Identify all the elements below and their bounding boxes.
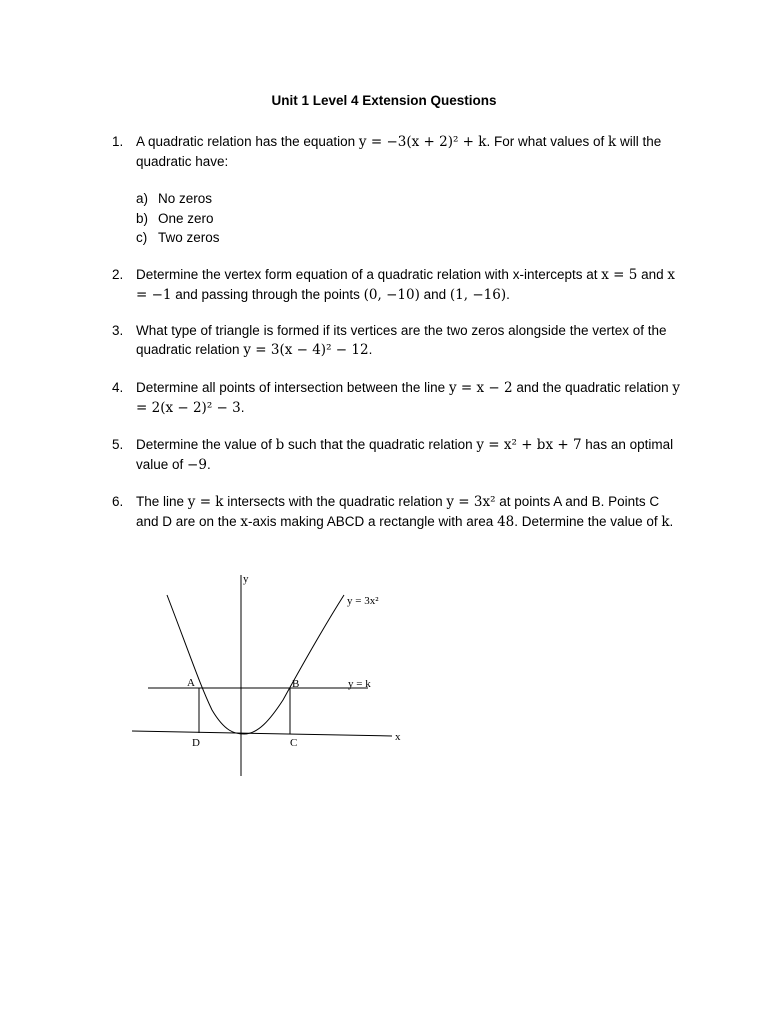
x-axis — [132, 731, 392, 736]
sub-question-list — [136, 189, 220, 248]
text-run: has an optimal value of — [136, 437, 674, 472]
math-expression: (1, −16) — [449, 287, 507, 303]
line-label: y = k — [348, 678, 371, 690]
text-run: and — [419, 287, 450, 302]
text-run: . — [368, 342, 373, 357]
parabola-diagram — [120, 560, 420, 790]
math-expression: y = x² + bx + 7 — [476, 437, 582, 453]
text-run: such that the quadratic relation — [284, 437, 477, 452]
math-expression: k — [608, 134, 617, 150]
page-title: Unit 1 Level 4 Extension Questions — [271, 93, 497, 108]
y-axis-label: y — [243, 573, 249, 585]
question-number: 5. — [112, 437, 124, 452]
math-expression: y = −3(x + 2)² + k — [358, 134, 487, 150]
question-text — [136, 435, 682, 475]
text-run: What type of triangle is formed if its vertices are the two zeros alongside the vertex of the quadratic relation — [136, 323, 667, 357]
question-5 — [112, 435, 682, 475]
text-run: and — [637, 267, 668, 282]
sub-question — [136, 189, 220, 209]
text-run: Determine the vertex form equation of a quadratic relation with x-intercepts at — [136, 267, 602, 282]
question-1 — [112, 132, 682, 171]
question-text — [136, 132, 682, 171]
question-text — [136, 492, 682, 532]
math-expression: b — [275, 437, 285, 453]
math-expression: x = 5 — [601, 267, 638, 283]
text-run: and passing through the points — [171, 287, 364, 302]
text-run: . For what values of — [486, 134, 609, 149]
question-number: 4. — [112, 380, 124, 395]
text-run: Determine the value of — [136, 437, 276, 452]
text-run: The line — [136, 494, 188, 509]
sub-question-text: One zero — [158, 210, 214, 226]
sub-question-text: Two zeros — [158, 230, 220, 245]
x-axis-label: x — [395, 731, 401, 743]
sub-question — [136, 209, 220, 229]
sub-question-text: No zeros — [158, 191, 213, 206]
math-expression: x — [240, 514, 248, 530]
parabola-curve — [167, 595, 344, 734]
text-run: . — [506, 287, 510, 302]
text-run: intersects with the quadratic relation — [223, 494, 447, 509]
math-expression: −9 — [187, 457, 207, 473]
text-run: -axis making ABCD a rectangle with area — [247, 514, 498, 529]
math-expression: y = k — [187, 494, 224, 510]
text-run: . — [669, 514, 674, 529]
sub-question-label: a) — [136, 191, 149, 206]
question-number: 3. — [112, 323, 124, 338]
point-d-label: D — [192, 737, 200, 749]
math-expression: y = 3x² — [446, 494, 496, 510]
question-6 — [112, 492, 682, 532]
point-a-label: A — [187, 677, 195, 689]
text-run: . — [206, 457, 211, 472]
text-run: at points A and B. Points C and D are on the — [136, 494, 660, 529]
curve-label: y = 3x² — [347, 595, 379, 607]
sub-question — [136, 228, 220, 248]
question-text — [136, 265, 682, 305]
sub-question-label: c) — [136, 230, 148, 245]
text-run: will the quadratic have: — [136, 134, 662, 169]
math-expression: k — [661, 514, 670, 530]
question-3 — [112, 321, 682, 360]
point-b-label: B — [292, 678, 300, 690]
question-2 — [112, 265, 682, 305]
math-expression: y = x − 2 — [448, 380, 513, 396]
math-expression: 48 — [497, 514, 515, 530]
math-expression: x = −1 — [136, 267, 675, 303]
text-run: . Determine the value of — [514, 514, 662, 529]
question-number: 1. — [112, 134, 124, 149]
point-c-label: C — [290, 737, 298, 749]
math-expression: y = 3(x − 4)² − 12 — [243, 342, 369, 358]
question-text — [136, 378, 682, 418]
text-run: and the quadratic relation — [512, 380, 673, 395]
math-expression: (0, −10) — [363, 287, 420, 303]
text-run: Determine all points of intersection between the line — [136, 380, 449, 395]
question-number: 2. — [112, 267, 124, 282]
question-4 — [112, 378, 682, 418]
text-run: . — [240, 400, 245, 415]
text-run: A quadratic relation has the equation — [136, 134, 359, 149]
sub-question-label: b) — [136, 210, 149, 226]
math-expression: y = 2(x − 2)² − 3 — [136, 380, 681, 416]
question-number: 6. — [112, 494, 124, 509]
question-text — [136, 321, 682, 360]
